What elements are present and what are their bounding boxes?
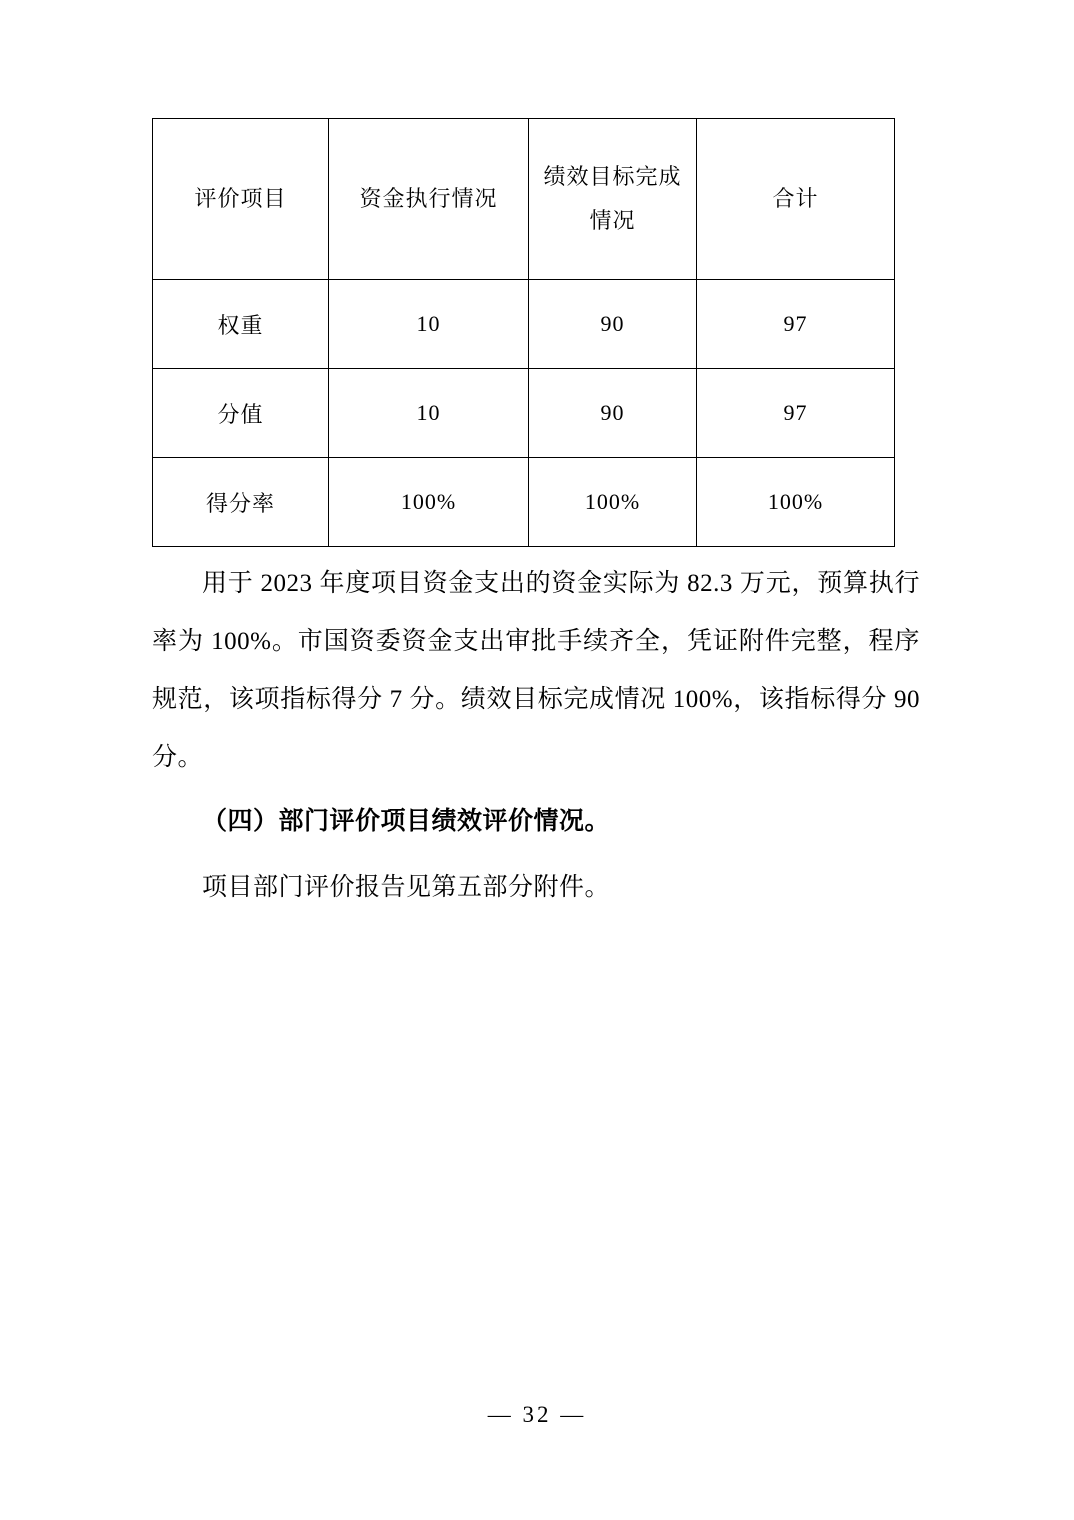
page-number: — 32 — [487, 1402, 587, 1427]
page-content [152, 118, 920, 917]
cell-weight-total: 97 [697, 280, 895, 369]
cell-rate-goal: 100% [529, 458, 697, 547]
table-row [153, 458, 895, 547]
table-header-cell-1: 资金执行情况 [329, 119, 529, 280]
table-header-cell-3: 合计 [697, 119, 895, 280]
body-paragraph: 用于 2023 年度项目资金支出的资金实际为 82.3 万元，预算执行率为 100%。市国资委资金支出审批手续齐全，凭证附件完整，程序规范，该项指标得分 7 分。绩效目标完成情况 100%，该指标得分 90 分。 [152, 570, 920, 771]
cell-weight-goal: 90 [529, 280, 697, 369]
row-label-rate: 得分率 [153, 458, 329, 547]
section-paragraph: 项目部门评价报告见第五部分附件。 [202, 874, 611, 901]
section-heading: （四）部门评价项目绩效评价情况。 [202, 808, 611, 835]
performance-score-table [152, 118, 895, 547]
table-row [153, 369, 895, 458]
table-header-cell-2: 绩效目标完成情况 [529, 119, 697, 280]
cell-score-fund: 10 [329, 369, 529, 458]
table-row [153, 280, 895, 369]
row-label-score: 分值 [153, 369, 329, 458]
cell-score-total: 97 [697, 369, 895, 458]
cell-rate-total: 100% [697, 458, 895, 547]
cell-weight-fund: 10 [329, 280, 529, 369]
cell-rate-fund: 100% [329, 458, 529, 547]
table-header-cell-0: 评价项目 [153, 119, 329, 280]
table-header-row [153, 119, 895, 280]
row-label-weight: 权重 [153, 280, 329, 369]
cell-score-goal: 90 [529, 369, 697, 458]
